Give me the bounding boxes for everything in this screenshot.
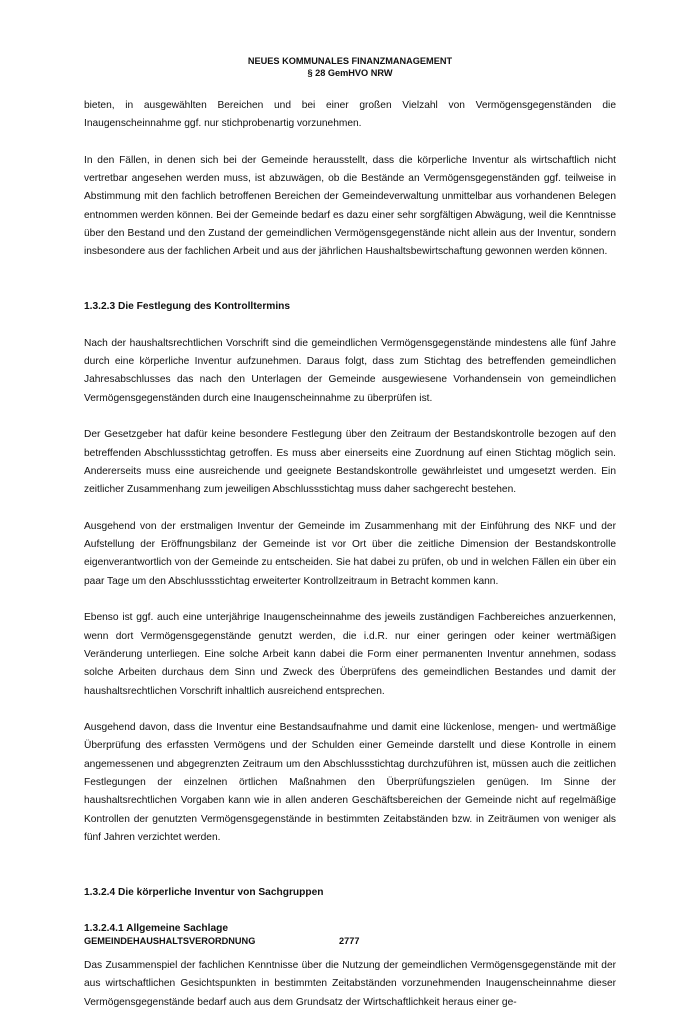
footer-title: GEMEINDEHAUSHALTSVERORDNUNG [84, 936, 256, 946]
paragraph-1323-d: Ebenso ist ggf. auch eine unterjährige Inaugenscheinnahme des jeweils zuständigen Fachbereiches anzuerkennen, wenn dort Vermögensgegenstände genutzt werden, die i.d.R. nur einer geringen oder keiner wertmäßigen Veränderung unterliegen. Eine solche Arbeit kann dabei die Form einer permanenten Inventur annehmen, sodass solche Arbeiten durchaus dem Sinn und Zweck des Überprüfens des gemeindlichen Bestandes und damit der haushaltsrechtlichen Vorschrift inhaltlich ausreichend entsprechen. [84, 612, 616, 697]
paragraph-1323-c: Ausgehend von der erstmaligen Inventur der Gemeinde im Zusammenhang mit der Einführung des NKF und der Aufstellung der Eröffnungsbilanz der Gemeinde ist vor Ort über die zeitliche Dimension der Bestandskontrolle eigenverantwortlich von der Gemeinde zu entscheiden. Sie hat dabei zu prüfen, ob und in welchen Fällen ein über ein paar Tage um den Abschlussstichtag erweiterter Kontrollzeitraum in Betracht kommen kann. [84, 520, 616, 587]
paragraph-cases: In den Fällen, in denen sich bei der Gemeinde herausstellt, dass die körperliche Inventur als wirtschaftlich nicht vertretbar angesehen werden muss, ist abzuwägen, ob die Bestände an Vermögensgegenständen ggf. teilweise in Abstimmung mit den fachlich betroffenen Bereichen der Gemeindeverwaltung unmittelbar aus vorhandenen Belegen entnommen werden können. Bei der Gemeinde bedarf es dazu einer sehr sorgfältigen Abwägung, weil die Kenntnisse über den Bestand und den Zustand der gemeindlichen Vermögensgegenstände nicht allein aus der Inventur, sondern insbesondere aus der fachlichen Arbeit und aus der jährlichen Haushaltsbewirtschaftung gewonnen werden können. [84, 154, 616, 258]
section-heading-1324: 1.3.2.4 Die körperliche Inventur von Sachgruppen [84, 886, 324, 898]
page-number: 2777 [339, 936, 360, 946]
header-title: NEUES KOMMUNALES FINANZMANAGEMENT [247, 56, 453, 66]
section-gap [84, 865, 616, 883]
section-heading-13241: 1.3.2.4.1 Allgemeine Sachlage [84, 923, 229, 935]
section-gap [84, 280, 616, 298]
page-header [0, 56, 700, 79]
paragraph-13241: Das Zusammenspiel der fachlichen Kenntnisse über die Nutzung der gemeindlichen Vermögensgegenstände mit der aus wirtschaftlichen Gesichtspunkten in bestimmten Zeitabständen vorzunehmenden Inaugenscheinnahme dieser Vermögensgegenstände bedarf auch aus dem Grundsatz der Wirtschaftlichkeit heraus einer ge- [84, 959, 616, 1008]
paragraph-1323-e: Ausgehend davon, dass die Inventur eine Bestandsaufnahme und damit eine lückenlose, mengen- und wertmäßige Überprüfung des erfassten Vermögens und der Schulden einer Gemeinde darstellt und diese Kontrolle in einem angemessenen und abgegrenzten Zeitraum um den Abschlussstichtag durchzuführen ist, müssen auch die zeitlichen Festlegungen der einzelnen örtlichen Maßnahmen den Überprüfungszielen genügen. Im Sinne der haushaltsrechtlichen Vorgaben kann wie in allen anderen Geschäftsbereichen der Gemeinde nicht auf regelmäßige Kontrollen der genutzten Vermögensgegenstände in bestimmten Zeitabständen bzw. in Zeiträumen von weniger als fünf Jahren verzichtet werden. [84, 722, 616, 843]
paragraph-1323-a: Nach der haushaltsrechtlichen Vorschrift sind die gemeindlichen Vermögensgegenstände mindestens alle fünf Jahre durch eine körperliche Inventur aufzunehmen. Daraus folgt, dass zum Stichtag des betreffenden gemeindlichen Jahresabschlusses das nach den Unterlagen der Gemeinde ausgewiesene Vorhandensein von gemeindlichen Vermögensgegenständen durch eine Inaugenscheinnahme zu überprüfen ist. [84, 337, 616, 404]
paragraph-intro: bieten, in ausgewählten Bereichen und bei einer großen Vielzahl von Vermögensgegenständen die Inaugenscheinnahme ggf. nur stichprobenartig vorzunehmen. [84, 100, 616, 130]
section-heading-1323: 1.3.2.3 Die Festlegung des Kontrolltermins [84, 301, 291, 313]
page-content [84, 97, 616, 1030]
header-subtitle: § 28 GemHVO NRW [307, 67, 393, 78]
paragraph-1323-b: Der Gesetzgeber hat dafür keine besondere Festlegung über den Zeitraum der Bestandskontrolle bezogen auf den betreffenden Abschlussstichtag getroffen. Es muss aber einerseits eine Zuordnung auf einen Stichtag möglich sein. Andererseits muss eine ausreichende und geeignete Bestandskontrolle gewährleistet und umgesetzt werden. Ein zeitlicher Zusammenhang zum jeweiligen Abschlussstichtag muss daher sachgerecht bestehen. [84, 429, 616, 496]
